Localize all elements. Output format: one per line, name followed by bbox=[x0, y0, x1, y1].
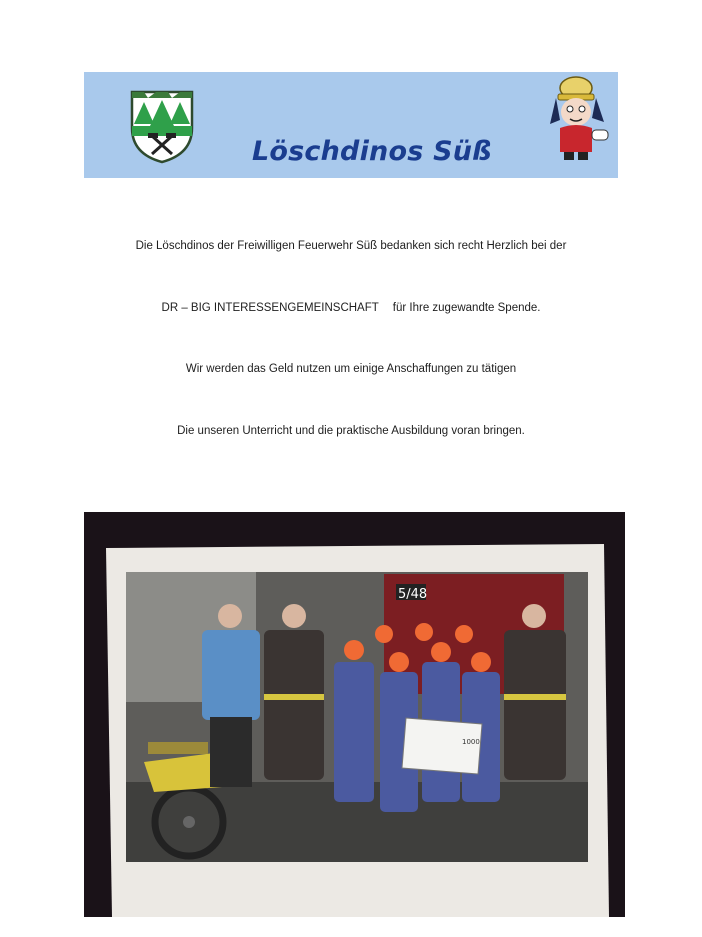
cheque-amount: 1000 bbox=[462, 738, 480, 746]
header-banner bbox=[84, 72, 618, 178]
letter-line-3: Wir werden das Geld nutzen um einige Anschaffungen zu tätigen bbox=[185, 363, 517, 375]
letter-line-4: Die unseren Unterricht und die praktische Ausbildung voran bringen. bbox=[177, 425, 525, 437]
truck-number: 5/48 bbox=[398, 587, 428, 602]
letter-line-1: Die Löschdinos der Freiwilligen Feuerwehr Süß bedanken sich recht Herzlich bei der bbox=[135, 240, 567, 252]
donation-cheque bbox=[402, 718, 482, 774]
letter-line-2 bbox=[0, 302, 702, 314]
sponsor-name: DR – BIG INTERESSENGEMEINSCHAFT bbox=[161, 302, 379, 314]
coat-of-arms-logo bbox=[126, 88, 198, 164]
banner-title: Löschdinos Süß bbox=[252, 136, 492, 167]
firefighter-mascot-icon bbox=[546, 72, 616, 164]
letter-line-2-rest: für Ihre zugewandte Spende. bbox=[392, 302, 541, 314]
newspaper-clipping-photo bbox=[84, 512, 625, 917]
